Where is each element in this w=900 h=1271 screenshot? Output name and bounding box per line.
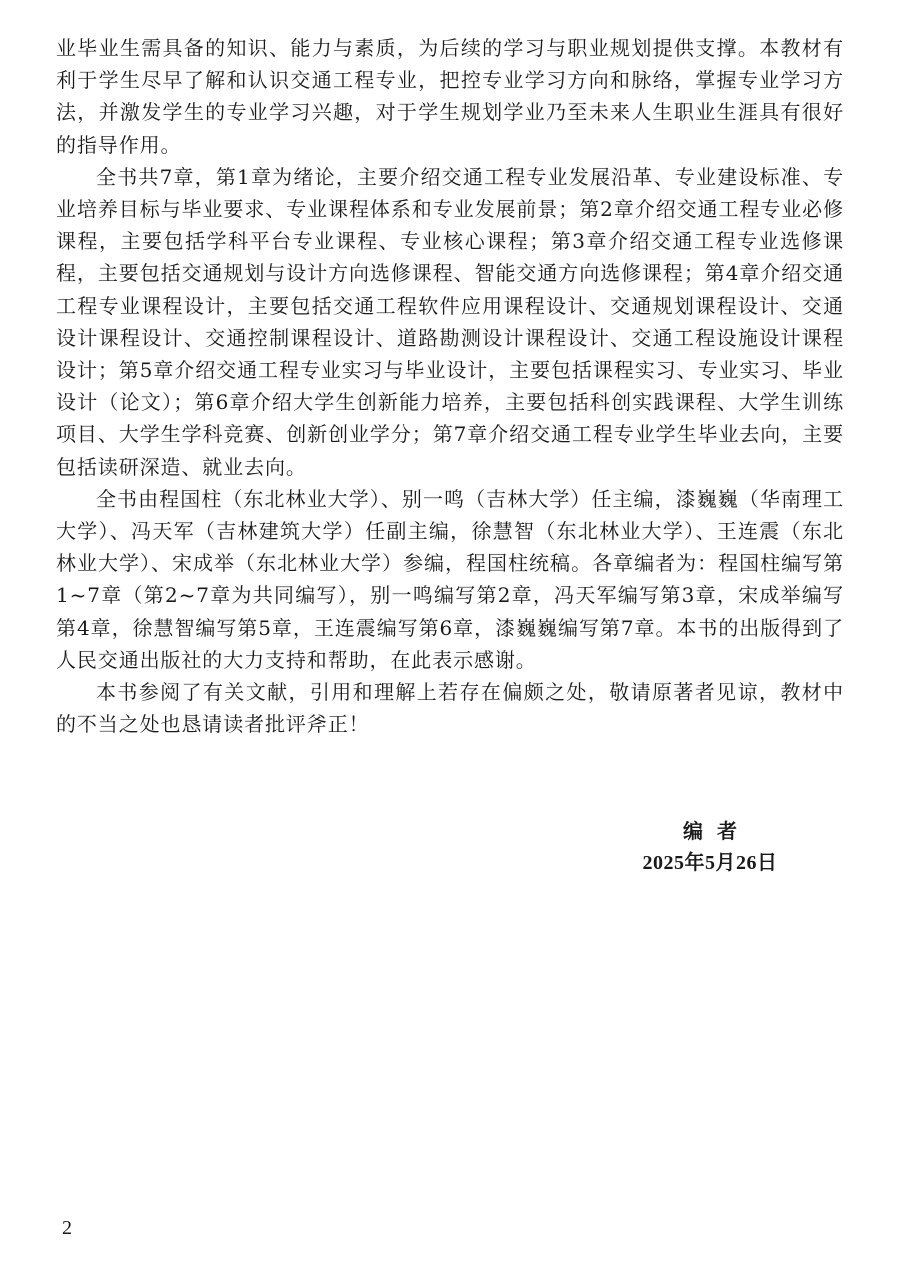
paragraph-acknowledgement: 本书参阅了有关文献，引用和理解上若存在偏颇之处，敬请原著者见谅，教材中的不当之处也恳请读者批评斧正！ (56, 680, 844, 737)
page-number: 2 (62, 1217, 72, 1239)
editor-label: 编者 (683, 819, 751, 843)
signature-block (600, 815, 820, 879)
paragraph-chapter-overview: 全书共7章，第1章为绪论，主要介绍交通工程专业发展沿革、专业建设标准、专业培养目标与毕业要求、专业课程体系和专业发展前景；第2章介绍交通工程专业必修课程，主要包括学科平台专业课程、专业核心课程；第3章介绍交通工程专业选修课程，主要包括交通规划与设计方向选修课程、智能交通方向选修课程；第4章介绍交通工程专业课程设计，主要包括交通工程软件应用课程设计、交通规划课程设计、交通设计课程设计、交通控制课程设计、道路勘测设计课程设计、交通工程设施设计课程设计；第5章介绍交通工程专业实习与毕业设计，主要包括课程实习、专业实习、毕业设计（论文）；第6章介绍大学生创新能力培养，主要包括科创实践课程、大学生训练项目、大学生学科竞赛、创新创业学分；第7章介绍交通工程专业学生毕业去向，主要包括读研深造、就业去向。 (56, 164, 844, 479)
preface-body (56, 32, 844, 740)
signature-date: 2025年5月26日 (642, 852, 778, 874)
paragraph-authors: 全书由程国柱（东北林业大学）、别一鸣（吉林大学）任主编，漆巍巍（华南理工大学）、冯天军（吉林建筑大学）任副主编，徐慧智（东北林业大学）、王连震（东北林业大学）、宋成举（东北林业大学）参编，程国柱统稿。各章编者为：程国柱编写第1~7章（第2~7章为共同编写），别一鸣编写第2章，冯天军编写第3章，宋成举编写第4章，徐慧智编写第5章，王连震编写第6章，漆巍巍编写第7章。本书的出版得到了人民交通出版社的大力支持和帮助，在此表示感谢。 (56, 486, 844, 672)
paragraph-continued: 业毕业生需具备的知识、能力与素质，为后续的学习与职业规划提供支撑。本教材有利于学生尽早了解和认识交通工程专业，把控专业学习方向和脉络，掌握专业学习方法，并激发学生的专业学习兴趣，对于学生规划学业乃至未来人生职业生涯具有很好的指导作用。 (56, 36, 844, 157)
